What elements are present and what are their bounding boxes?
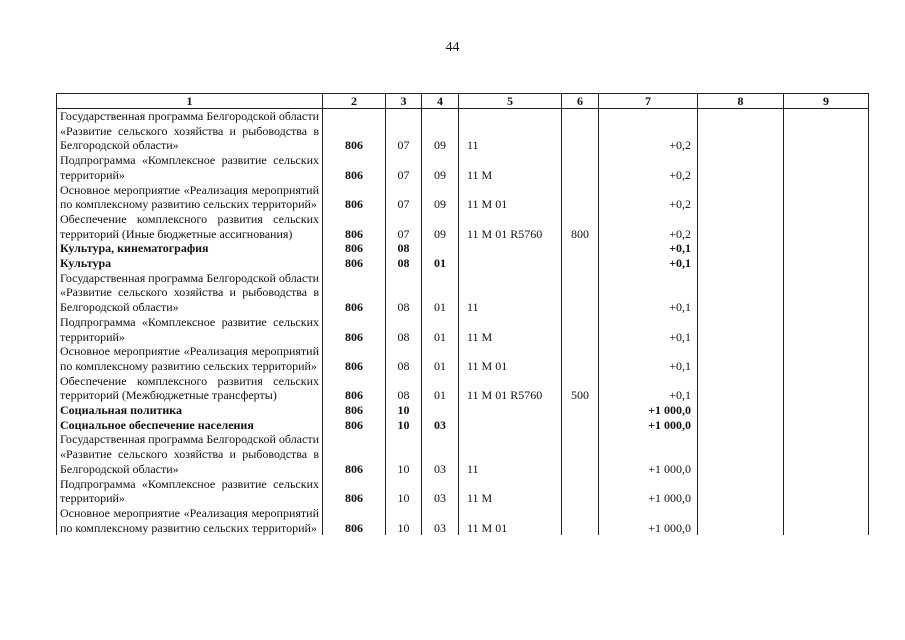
row-value-cell: 11 М 01 R5760	[459, 212, 562, 241]
column-header: 1	[57, 94, 323, 109]
row-name-cell: Государственная программа Белгородской области «Развитие сельского хозяйства и рыбоводства в Белгородской области»	[57, 109, 323, 154]
row-value-cell: +0,1	[599, 241, 698, 256]
row-value-cell: 01	[422, 374, 459, 403]
row-value-cell: +0,1	[599, 315, 698, 344]
row-value-cell: 09	[422, 109, 459, 154]
row-value-cell: 08	[386, 315, 422, 344]
row-value-cell: 806	[323, 344, 386, 373]
row-value-cell: 10	[386, 506, 422, 535]
row-value-cell	[562, 315, 599, 344]
row-value-cell: +0,2	[599, 153, 698, 182]
row-value-cell	[459, 256, 562, 271]
row-value-cell	[698, 374, 784, 403]
row-value-cell: 806	[323, 432, 386, 476]
row-value-cell: +0,2	[599, 183, 698, 212]
row-name-cell: Подпрограмма «Комплексное развитие сельских территорий»	[57, 153, 323, 182]
row-value-cell: +1 000,0	[599, 418, 698, 433]
row-value-cell: 806	[323, 374, 386, 403]
row-value-cell	[698, 432, 784, 476]
row-value-cell: 10	[386, 432, 422, 476]
row-name-cell: Социальное обеспечение населения	[57, 418, 323, 433]
row-value-cell: 11 М	[459, 477, 562, 506]
row-value-cell: 07	[386, 183, 422, 212]
table-row	[57, 241, 869, 256]
row-value-cell: 08	[386, 271, 422, 315]
row-value-cell: 806	[323, 418, 386, 433]
table-row	[57, 212, 869, 241]
row-value-cell	[562, 109, 599, 154]
row-value-cell: 806	[323, 271, 386, 315]
row-value-cell: +0,1	[599, 344, 698, 373]
row-value-cell: 08	[386, 241, 422, 256]
row-value-cell	[459, 418, 562, 433]
row-value-cell: 01	[422, 271, 459, 315]
table-row	[57, 315, 869, 344]
row-name-cell: Подпрограмма «Комплексное развитие сельских территорий»	[57, 477, 323, 506]
row-value-cell	[698, 109, 784, 154]
row-value-cell: +0,2	[599, 212, 698, 241]
row-value-cell: 11	[459, 271, 562, 315]
row-name-cell: Обеспечение комплексного развития сельских территорий (Иные бюджетные ассигнования)	[57, 212, 323, 241]
row-value-cell: +0,2	[599, 109, 698, 154]
column-header: 8	[698, 94, 784, 109]
row-value-cell	[698, 271, 784, 315]
row-value-cell	[698, 183, 784, 212]
row-value-cell: 806	[323, 403, 386, 418]
row-value-cell	[562, 477, 599, 506]
row-value-cell	[562, 183, 599, 212]
table-row	[57, 344, 869, 373]
row-value-cell: 08	[386, 344, 422, 373]
column-header: 7	[599, 94, 698, 109]
row-value-cell: 11 М 01	[459, 506, 562, 535]
row-name-cell: Обеспечение комплексного развития сельских территорий (Межбюджетные трансферты)	[57, 374, 323, 403]
row-value-cell: 806	[323, 153, 386, 182]
row-value-cell: 500	[562, 374, 599, 403]
row-value-cell: 03	[422, 506, 459, 535]
row-value-cell	[422, 403, 459, 418]
row-value-cell: 806	[323, 477, 386, 506]
row-value-cell	[562, 256, 599, 271]
row-value-cell	[784, 432, 869, 476]
table-row	[57, 506, 869, 535]
row-value-cell	[698, 506, 784, 535]
row-value-cell: 09	[422, 212, 459, 241]
row-value-cell	[784, 256, 869, 271]
row-value-cell: +1 000,0	[599, 477, 698, 506]
row-value-cell	[562, 432, 599, 476]
column-header: 9	[784, 94, 869, 109]
table-body	[57, 109, 869, 536]
row-value-cell: 07	[386, 109, 422, 154]
row-value-cell: 806	[323, 241, 386, 256]
row-value-cell: 07	[386, 212, 422, 241]
row-value-cell	[562, 271, 599, 315]
row-value-cell: 01	[422, 344, 459, 373]
row-value-cell: 10	[386, 418, 422, 433]
row-value-cell	[784, 109, 869, 154]
row-name-cell: Культура, кинематография	[57, 241, 323, 256]
row-value-cell: +1 000,0	[599, 403, 698, 418]
row-value-cell	[784, 183, 869, 212]
table-row	[57, 403, 869, 418]
row-name-cell: Социальная политика	[57, 403, 323, 418]
row-value-cell: 11 М 01	[459, 183, 562, 212]
row-name-cell: Основное мероприятие «Реализация мероприятий по комплексному развитию сельских территорий»	[57, 183, 323, 212]
row-value-cell: +1 000,0	[599, 506, 698, 535]
row-value-cell	[562, 418, 599, 433]
row-value-cell: 10	[386, 403, 422, 418]
row-value-cell	[698, 241, 784, 256]
row-value-cell	[562, 241, 599, 256]
row-value-cell	[562, 403, 599, 418]
row-name-cell: Государственная программа Белгородской области «Развитие сельского хозяйства и рыбоводства в Белгородской области»	[57, 432, 323, 476]
row-value-cell: 11 М	[459, 315, 562, 344]
row-name-cell: Государственная программа Белгородской области «Развитие сельского хозяйства и рыбоводства в Белгородской области»	[57, 271, 323, 315]
row-name-cell: Подпрограмма «Комплексное развитие сельских территорий»	[57, 315, 323, 344]
row-value-cell	[784, 418, 869, 433]
row-value-cell	[698, 403, 784, 418]
row-value-cell: 03	[422, 477, 459, 506]
row-value-cell: +0,1	[599, 256, 698, 271]
row-value-cell: 01	[422, 256, 459, 271]
row-value-cell: 11	[459, 109, 562, 154]
row-value-cell	[562, 344, 599, 373]
row-value-cell	[784, 403, 869, 418]
table-row	[57, 271, 869, 315]
row-name-cell: Культура	[57, 256, 323, 271]
row-value-cell: 806	[323, 256, 386, 271]
row-value-cell: 806	[323, 109, 386, 154]
row-value-cell	[698, 418, 784, 433]
row-value-cell	[698, 315, 784, 344]
row-value-cell	[784, 271, 869, 315]
table-header-row	[57, 94, 869, 109]
row-value-cell	[422, 241, 459, 256]
row-value-cell: 806	[323, 506, 386, 535]
table-row	[57, 432, 869, 476]
row-value-cell	[784, 153, 869, 182]
row-value-cell: 08	[386, 374, 422, 403]
page-number: 44	[445, 40, 460, 55]
row-value-cell	[784, 477, 869, 506]
budget-table	[56, 93, 869, 535]
row-value-cell: +1 000,0	[599, 432, 698, 476]
row-value-cell	[784, 344, 869, 373]
row-value-cell	[698, 153, 784, 182]
row-value-cell: 09	[422, 153, 459, 182]
row-value-cell: 03	[422, 432, 459, 476]
table-row	[57, 374, 869, 403]
row-value-cell: +0,1	[599, 374, 698, 403]
row-value-cell: 01	[422, 315, 459, 344]
row-value-cell: 806	[323, 183, 386, 212]
table-row	[57, 256, 869, 271]
row-value-cell: 03	[422, 418, 459, 433]
row-value-cell: 806	[323, 212, 386, 241]
row-value-cell	[784, 315, 869, 344]
row-value-cell: 10	[386, 477, 422, 506]
row-value-cell: 800	[562, 212, 599, 241]
table-row	[57, 153, 869, 182]
row-value-cell: 09	[422, 183, 459, 212]
row-value-cell: 11 М 01 R5760	[459, 374, 562, 403]
row-value-cell: +0,1	[599, 271, 698, 315]
column-header: 2	[323, 94, 386, 109]
row-value-cell	[784, 506, 869, 535]
row-value-cell	[562, 506, 599, 535]
row-value-cell	[784, 212, 869, 241]
row-value-cell: 806	[323, 315, 386, 344]
column-header: 5	[459, 94, 562, 109]
row-value-cell: 11 М 01	[459, 344, 562, 373]
row-value-cell: 07	[386, 153, 422, 182]
row-name-cell: Основное мероприятие «Реализация мероприятий по комплексному развитию сельских территорий»	[57, 344, 323, 373]
column-header: 3	[386, 94, 422, 109]
row-value-cell	[698, 212, 784, 241]
row-value-cell	[698, 344, 784, 373]
row-value-cell	[698, 256, 784, 271]
row-value-cell: 11	[459, 432, 562, 476]
column-header: 4	[422, 94, 459, 109]
column-header: 6	[562, 94, 599, 109]
row-value-cell	[459, 403, 562, 418]
row-value-cell	[459, 241, 562, 256]
row-value-cell	[698, 477, 784, 506]
row-value-cell	[784, 374, 869, 403]
row-value-cell: 08	[386, 256, 422, 271]
table-row	[57, 183, 869, 212]
row-value-cell	[562, 153, 599, 182]
row-value-cell: 11 М	[459, 153, 562, 182]
row-value-cell	[784, 241, 869, 256]
table-row	[57, 477, 869, 506]
table-row	[57, 418, 869, 433]
row-name-cell: Основное мероприятие «Реализация мероприятий по комплексному развитию сельских территорий»	[57, 506, 323, 535]
table-row	[57, 109, 869, 154]
